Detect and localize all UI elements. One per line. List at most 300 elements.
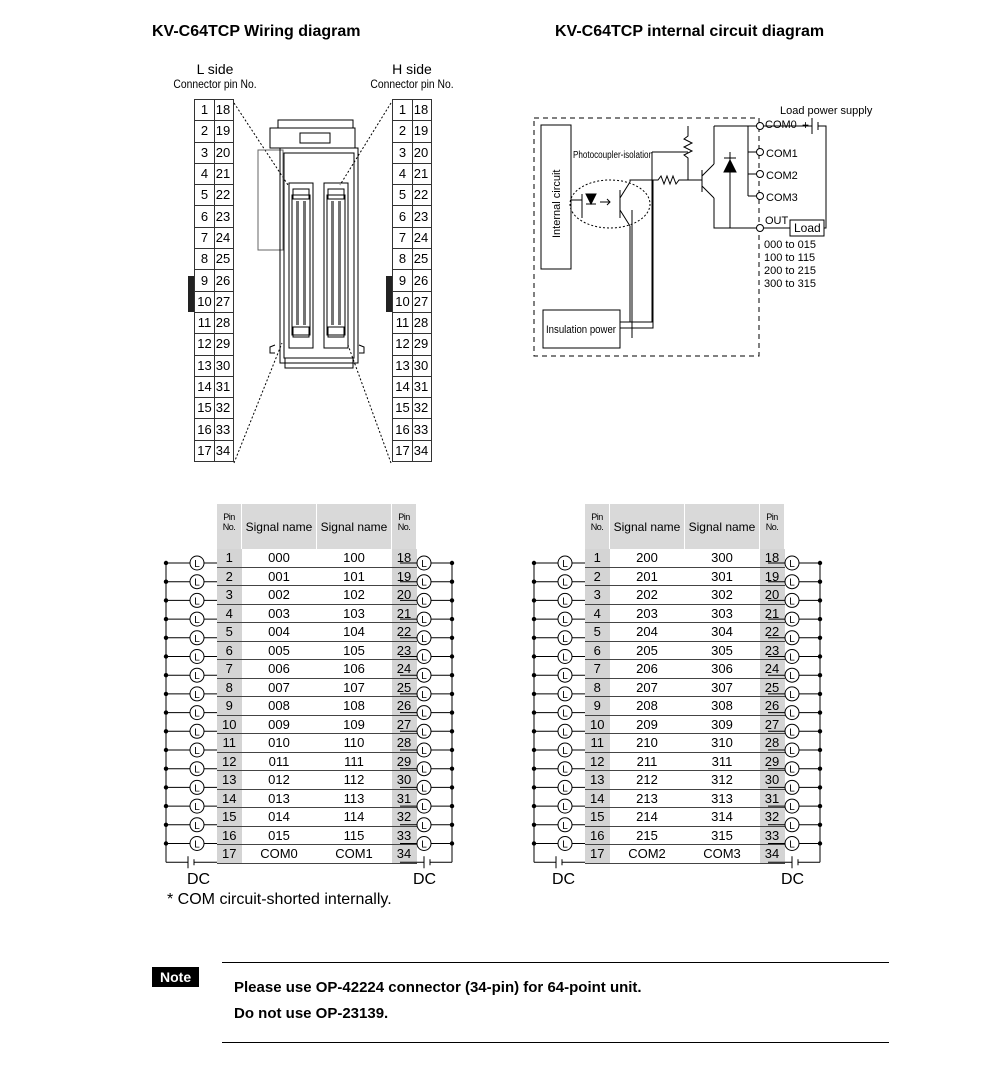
pin-no-cell: 26 <box>392 697 417 716</box>
signal-name-cell: 307 <box>685 678 760 697</box>
pin-number-high: 21 <box>413 163 432 184</box>
pin-number-high: 19 <box>215 121 234 142</box>
signal-name-header: Signal name <box>317 504 392 549</box>
pin-number-low: 10 <box>393 291 413 312</box>
signal-name-cell: 304 <box>685 623 760 642</box>
load-label-left: L <box>562 802 568 814</box>
signal-name-cell: 211 <box>610 752 685 771</box>
pin-row <box>393 419 432 440</box>
pin-no-cell: 32 <box>392 808 417 827</box>
pin-no-cell: 8 <box>585 678 610 697</box>
pin-no-cell: 24 <box>760 660 785 679</box>
pin-no-cell: 6 <box>217 641 242 660</box>
pin-row <box>195 121 234 142</box>
load-label-left: L <box>194 633 200 645</box>
signal-name-cell: 015 <box>242 826 317 845</box>
pin-no-cell: 4 <box>585 604 610 623</box>
out-label: OUT <box>765 215 789 227</box>
note-line-2: Do not use OP-23139. <box>234 1005 389 1022</box>
pin-no-cell: 34 <box>392 845 417 864</box>
load-label-right: L <box>421 577 427 589</box>
pin-number-low: 14 <box>393 376 413 397</box>
load-power-supply-label: Load power supply <box>780 105 873 117</box>
load-label-left: L <box>194 615 200 627</box>
signal-name-cell: 010 <box>242 734 317 753</box>
range-0: 000 to 015 <box>764 239 816 251</box>
signal-name-cell: 311 <box>685 752 760 771</box>
pin-no-cell: 10 <box>585 715 610 734</box>
pin-number-high: 22 <box>215 185 234 206</box>
pin-number-high: 32 <box>413 398 432 419</box>
pin-no-cell: 24 <box>392 660 417 679</box>
load-label-right: L <box>789 596 795 608</box>
internal-circuit-label: Internal circuit <box>551 169 563 238</box>
load-label-right: L <box>421 559 427 570</box>
pin-row <box>393 334 432 355</box>
signal-name-cell: 308 <box>685 697 760 716</box>
load-label-right: L <box>789 671 795 683</box>
pin-row <box>393 100 432 121</box>
pin-no-cell: 1 <box>217 549 242 567</box>
load-label-right: L <box>789 708 795 720</box>
pin-no-cell: 7 <box>585 660 610 679</box>
signal-name-cell: 213 <box>610 789 685 808</box>
signal-name-cell: 204 <box>610 623 685 642</box>
pin-number-high: 32 <box>215 398 234 419</box>
pin-row <box>195 376 234 397</box>
pin-no-cell: 8 <box>217 678 242 697</box>
pin-number-high: 26 <box>215 270 234 291</box>
signal-name-cell: 110 <box>317 734 392 753</box>
signal-name-cell: 303 <box>685 604 760 623</box>
signal-name-cell: 302 <box>685 586 760 605</box>
pin-number-high: 29 <box>215 334 234 355</box>
pin-number-low: 10 <box>195 291 215 312</box>
signal-name-cell: 012 <box>242 771 317 790</box>
pin-no-cell: 11 <box>585 734 610 753</box>
pin-no-cell: 2 <box>585 567 610 586</box>
pin-no-cell: 12 <box>585 752 610 771</box>
pin-no-cell: 31 <box>760 789 785 808</box>
pin-number-low: 15 <box>393 398 413 419</box>
load-label-left: L <box>194 671 200 683</box>
l-side-pin-table <box>194 99 234 462</box>
internal-circuit-title: KV-C64TCP internal circuit diagram <box>555 23 825 40</box>
pin-no-cell: 9 <box>585 697 610 716</box>
load-label-right: L <box>789 820 795 832</box>
load-label-left: L <box>562 820 568 832</box>
load-label-left: L <box>562 839 568 851</box>
pin-number-high: 28 <box>413 312 432 333</box>
pin-no-cell: 11 <box>217 734 242 753</box>
note-bottom-rule <box>222 1042 889 1043</box>
signal-name-cell: 201 <box>610 567 685 586</box>
load-label-left: L <box>562 783 568 795</box>
load-label-left: L <box>562 764 568 776</box>
pin-number-low: 16 <box>393 419 413 440</box>
signal-name-cell: 115 <box>317 826 392 845</box>
signal-name-header: Signal name <box>610 504 685 549</box>
pin-no-cell: 29 <box>760 752 785 771</box>
h-side-label: H side <box>392 61 432 77</box>
pin-no-cell: 9 <box>217 697 242 716</box>
pin-number-high: 33 <box>413 419 432 440</box>
pin-number-high: 34 <box>215 440 234 461</box>
pin-no-cell: 28 <box>392 734 417 753</box>
pin-no-header: Pin No. <box>392 504 417 549</box>
pin-number-low: 4 <box>195 163 215 184</box>
signal-name-cell: 009 <box>242 715 317 734</box>
load-label-right: L <box>789 727 795 739</box>
load-label-right: L <box>789 652 795 664</box>
pin-number-low: 5 <box>195 185 215 206</box>
h-side-pin-label: Connector pin No. <box>370 77 454 91</box>
signal-name-cell: 108 <box>317 697 392 716</box>
pin-no-cell: 18 <box>392 549 417 567</box>
pin-no-header: Pin No. <box>760 504 785 549</box>
signal-name-cell: 313 <box>685 789 760 808</box>
pin-number-low: 13 <box>393 355 413 376</box>
pin-no-cell: 15 <box>585 808 610 827</box>
load-label-right: L <box>421 708 427 720</box>
load-label-right: L <box>789 577 795 589</box>
pin-no-cell: 5 <box>217 623 242 642</box>
wiring-diagram-title: KV-C64TCP Wiring diagram <box>152 23 361 40</box>
signal-name-header: Signal name <box>685 504 760 549</box>
note-line-1: Please use OP-42224 connector (34-pin) for 64-point unit. <box>234 979 642 996</box>
l-side-label: L side <box>196 61 234 77</box>
wiring-symbols-left <box>150 540 470 880</box>
pin-no-cell: 6 <box>585 641 610 660</box>
pin-row <box>393 355 432 376</box>
pin-row <box>195 334 234 355</box>
pin-no-cell: 18 <box>760 549 785 567</box>
load-label-left: L <box>562 708 568 720</box>
pin-number-high: 27 <box>215 291 234 312</box>
pin-number-low: 8 <box>393 249 413 270</box>
pin-row <box>195 419 234 440</box>
signal-name-cell: 104 <box>317 623 392 642</box>
pin-no-cell: 21 <box>760 604 785 623</box>
load-label-right: L <box>789 615 795 627</box>
pin-no-cell: 28 <box>760 734 785 753</box>
load-label-right: L <box>421 633 427 645</box>
pin-no-cell: 7 <box>217 660 242 679</box>
pin-number-low: 6 <box>393 206 413 227</box>
pin-row <box>195 398 234 419</box>
signal-name-cell: 106 <box>317 660 392 679</box>
load-label-right: L <box>421 783 427 795</box>
pin-no-cell: 32 <box>760 808 785 827</box>
pin-number-low: 2 <box>195 121 215 142</box>
load-label-left: L <box>194 839 200 851</box>
pin-no-cell: 4 <box>217 604 242 623</box>
load-label-right: L <box>789 783 795 795</box>
pin-number-high: 22 <box>413 185 432 206</box>
pin-number-low: 5 <box>393 185 413 206</box>
pin-number-low: 1 <box>195 100 215 121</box>
load-label-left: L <box>562 596 568 608</box>
wiring-symbols-right <box>518 540 838 880</box>
pin-number-high: 21 <box>215 163 234 184</box>
load-label-right: L <box>421 764 427 776</box>
signal-name-cell: 209 <box>610 715 685 734</box>
signal-name-cell: COM2 <box>610 845 685 864</box>
pin-row <box>195 142 234 163</box>
signal-name-cell: 101 <box>317 567 392 586</box>
supply-plus-sign: + <box>802 118 810 132</box>
pin-number-low: 4 <box>393 163 413 184</box>
signal-name-cell: 007 <box>242 678 317 697</box>
pin-number-low: 12 <box>195 334 215 355</box>
load-label-right: L <box>421 820 427 832</box>
signal-name-cell: 301 <box>685 567 760 586</box>
signal-name-cell: 001 <box>242 567 317 586</box>
load-label-right: L <box>421 727 427 739</box>
pin-number-low: 17 <box>195 440 215 461</box>
com0-label: COM0 <box>765 119 797 131</box>
pin-number-low: 3 <box>195 142 215 163</box>
pin-row <box>393 163 432 184</box>
load-label-right: L <box>421 689 427 701</box>
pin-number-high: 20 <box>215 142 234 163</box>
load-label-right: L <box>421 652 427 664</box>
pin-number-high: 28 <box>215 312 234 333</box>
pin-no-cell: 34 <box>760 845 785 864</box>
signal-name-cell: 000 <box>242 549 317 567</box>
pin-row <box>195 185 234 206</box>
load-label-right: L <box>421 746 427 757</box>
dc-label-right-a: DC <box>552 871 576 888</box>
pin-number-low: 11 <box>195 312 215 333</box>
pin-number-high: 18 <box>413 100 432 121</box>
load-label-right: L <box>789 559 795 570</box>
pin-row <box>393 121 432 142</box>
pin-row <box>195 249 234 270</box>
signal-name-cell: 006 <box>242 660 317 679</box>
pin-number-high: 27 <box>413 291 432 312</box>
pin-no-cell: 10 <box>217 715 242 734</box>
pin-no-cell: 20 <box>392 586 417 605</box>
load-label-right: L <box>421 615 427 627</box>
signal-name-cell: 103 <box>317 604 392 623</box>
pin-no-cell: 27 <box>760 715 785 734</box>
load-label-left: L <box>194 689 200 701</box>
pin-no-cell: 2 <box>217 567 242 586</box>
load-label-left: L <box>194 727 200 739</box>
pin-number-high: 19 <box>413 121 432 142</box>
l-side-pin-label: Connector pin No. <box>173 77 257 91</box>
pin-number-low: 7 <box>393 227 413 248</box>
load-label-left: L <box>194 577 200 589</box>
pin-number-low: 11 <box>393 312 413 333</box>
signal-name-cell: 206 <box>610 660 685 679</box>
com2-label: COM2 <box>766 170 798 182</box>
pin-no-cell: 23 <box>392 641 417 660</box>
signal-name-cell: 014 <box>242 808 317 827</box>
pin-row <box>195 440 234 461</box>
pin-row <box>393 270 432 291</box>
pin-number-low: 3 <box>393 142 413 163</box>
signal-name-cell: 107 <box>317 678 392 697</box>
pin-number-high: 23 <box>413 206 432 227</box>
pin-no-cell: 26 <box>760 697 785 716</box>
load-label-left: L <box>562 615 568 627</box>
signal-name-cell: 011 <box>242 752 317 771</box>
pin-no-cell: 20 <box>760 586 785 605</box>
load-label-left: L <box>194 764 200 776</box>
pin-row <box>393 249 432 270</box>
signal-name-cell: 008 <box>242 697 317 716</box>
pin-no-cell: 16 <box>217 826 242 845</box>
signal-name-cell: 212 <box>610 771 685 790</box>
signal-name-cell: 111 <box>317 752 392 771</box>
pin-no-cell: 14 <box>585 789 610 808</box>
signal-name-cell: 013 <box>242 789 317 808</box>
pin-number-low: 9 <box>393 270 413 291</box>
pin-number-high: 18 <box>215 100 234 121</box>
signal-name-cell: 207 <box>610 678 685 697</box>
insulation-power-label: Insulation power <box>546 324 617 336</box>
signal-name-cell: 310 <box>685 734 760 753</box>
pin-number-high: 25 <box>215 249 234 270</box>
pin-row <box>393 398 432 419</box>
load-label-left: L <box>562 689 568 701</box>
pin-number-high: 29 <box>413 334 432 355</box>
pin-row <box>393 440 432 461</box>
dc-label-left-a: DC <box>187 871 211 888</box>
pin-row <box>393 291 432 312</box>
note-top-rule <box>222 962 889 963</box>
pin-no-cell: 5 <box>585 623 610 642</box>
signal-name-header: Signal name <box>242 504 317 549</box>
load-label-right: L <box>421 596 427 608</box>
range-1: 100 to 115 <box>764 252 816 264</box>
signal-name-cell: 309 <box>685 715 760 734</box>
pin-no-cell: 19 <box>760 567 785 586</box>
pin-no-cell: 17 <box>585 845 610 864</box>
pin-number-low: 15 <box>195 398 215 419</box>
pin-no-cell: 19 <box>392 567 417 586</box>
connector-unit-drawing <box>230 95 395 470</box>
pin-no-cell: 23 <box>760 641 785 660</box>
signal-name-cell: 112 <box>317 771 392 790</box>
signal-name-cell: 306 <box>685 660 760 679</box>
pin-number-high: 30 <box>215 355 234 376</box>
signal-name-cell: 114 <box>317 808 392 827</box>
pin-no-cell: 3 <box>585 586 610 605</box>
pin-no-cell: 14 <box>217 789 242 808</box>
range-3: 300 to 315 <box>764 278 816 290</box>
load-label-right: L <box>421 839 427 851</box>
pin-no-cell: 25 <box>392 678 417 697</box>
pin-number-high: 31 <box>215 376 234 397</box>
load-label-right: L <box>789 633 795 645</box>
pin-no-cell: 30 <box>760 771 785 790</box>
note-badge: Note <box>152 967 199 987</box>
pin-row <box>195 291 234 312</box>
pin-row <box>393 312 432 333</box>
internal-circuit-diagram <box>530 100 890 365</box>
pin-number-high: 20 <box>413 142 432 163</box>
signal-name-cell: COM0 <box>242 845 317 864</box>
dc-label-right-b: DC <box>781 871 805 888</box>
signal-name-cell: 002 <box>242 586 317 605</box>
load-label-right: L <box>789 689 795 701</box>
pin-row <box>393 185 432 206</box>
dc-label-left-b: DC <box>413 871 437 888</box>
pin-number-low: 14 <box>195 376 215 397</box>
signal-name-cell: 210 <box>610 734 685 753</box>
photocoupler-label: Photocoupler-isolation <box>573 150 653 161</box>
pin-no-cell: 13 <box>217 771 242 790</box>
pin-no-cell: 1 <box>585 549 610 567</box>
pin-row <box>195 312 234 333</box>
pin-number-high: 24 <box>413 227 432 248</box>
pin-no-cell: 25 <box>760 678 785 697</box>
load-label-left: L <box>194 596 200 608</box>
signal-name-cell: 202 <box>610 586 685 605</box>
pin-number-low: 17 <box>393 440 413 461</box>
signal-name-cell: 315 <box>685 826 760 845</box>
pin-row <box>195 163 234 184</box>
pin-number-low: 12 <box>393 334 413 355</box>
pin-number-low: 9 <box>195 270 215 291</box>
signal-name-cell: 004 <box>242 623 317 642</box>
pin-no-cell: 3 <box>217 586 242 605</box>
load-label-left: L <box>194 783 200 795</box>
pin-no-cell: 27 <box>392 715 417 734</box>
l-side-header <box>160 61 270 91</box>
load-label-left: L <box>194 746 200 757</box>
load-label-right: L <box>421 802 427 814</box>
load-label-left: L <box>562 652 568 664</box>
pin-number-high: 23 <box>215 206 234 227</box>
signal-name-cell: 208 <box>610 697 685 716</box>
load-label-left: L <box>194 652 200 664</box>
load-label-left: L <box>562 633 568 645</box>
load-label-left: L <box>194 708 200 720</box>
signal-name-cell: 205 <box>610 641 685 660</box>
signal-name-cell: 102 <box>317 586 392 605</box>
pin-row <box>393 227 432 248</box>
pin-number-high: 26 <box>413 270 432 291</box>
pin-number-high: 31 <box>413 376 432 397</box>
pin-row <box>195 206 234 227</box>
signal-name-cell: 203 <box>610 604 685 623</box>
load-label-left: L <box>194 559 200 570</box>
pin-no-cell: 30 <box>392 771 417 790</box>
pin-number-high: 30 <box>413 355 432 376</box>
pin-number-high: 34 <box>413 440 432 461</box>
pin-number-low: 16 <box>195 419 215 440</box>
load-label-right: L <box>421 671 427 683</box>
com1-label: COM1 <box>766 148 798 160</box>
signal-name-cell: 305 <box>685 641 760 660</box>
pin-number-high: 25 <box>413 249 432 270</box>
pin-number-low: 1 <box>393 100 413 121</box>
pin-number-high: 33 <box>215 419 234 440</box>
signal-name-cell: 109 <box>317 715 392 734</box>
load-label-right: L <box>789 839 795 851</box>
pin-no-cell: 12 <box>217 752 242 771</box>
pin-no-cell: 33 <box>760 826 785 845</box>
pin-number-low: 7 <box>195 227 215 248</box>
footnote: * COM circuit-shorted internally. <box>167 891 392 908</box>
signal-name-cell: 214 <box>610 808 685 827</box>
signal-name-cell: 300 <box>685 549 760 567</box>
signal-name-cell: 105 <box>317 641 392 660</box>
